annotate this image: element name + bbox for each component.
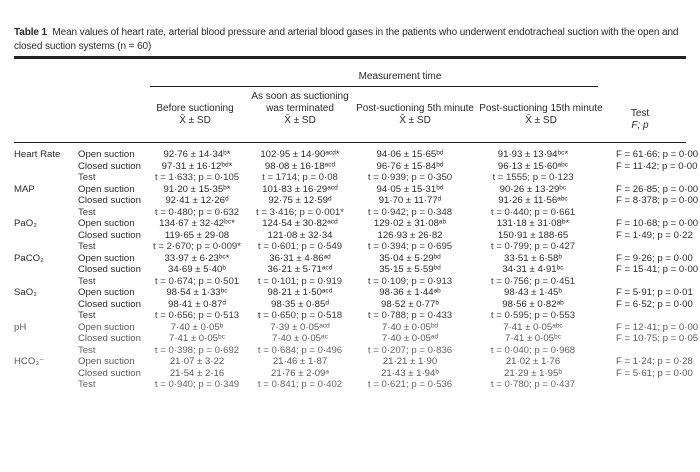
cell-before: 34·69 ± 5·40ᵇ xyxy=(168,264,226,275)
cell-test: F = 12·41; p = 0·00 xyxy=(616,321,699,333)
header-before-line1: Before suctioning xyxy=(156,103,234,114)
cell-system: Open suction xyxy=(78,149,135,160)
cell-system: Closed suction xyxy=(78,264,141,275)
cell-system: Closed suction xyxy=(78,160,141,172)
cell-post15: 98·56 ± 0·82ᵃᵇ xyxy=(502,298,564,310)
cell-post5: 7·40 ± 0·05ᵃᵈ xyxy=(381,333,439,344)
cell-post5: t = 0·942; p = 0·348 xyxy=(367,206,453,218)
cell-post5: 98·52 ± 0·77ᵇ xyxy=(381,298,439,310)
cell-post5: 21·21 ± 1·90 xyxy=(382,356,438,367)
cell-post5: 126·93 ± 26·82 xyxy=(377,229,443,241)
cell-post5: t = 0·109; p = 0·913 xyxy=(367,275,453,287)
cell-before: 91·20 ± 15·35ᵇ* xyxy=(163,183,231,195)
cell-after-termination: 92·75 ± 12·59ᵈ xyxy=(268,195,332,206)
cell-post15: t = 0·440; p = 0·661 xyxy=(490,206,576,218)
cell-post5: 7·40 ± 0·05ᵇᵈ xyxy=(381,321,439,333)
cell-system: Test xyxy=(78,275,96,287)
cell-before: 119·65 ± 29·08 xyxy=(164,229,230,241)
cell-before: t = 0·480; p = 0·632 xyxy=(154,206,240,218)
cell-variable: Heart Rate xyxy=(14,149,61,160)
cell-post15: 90·26 ± 13·29ᵇᶜ xyxy=(499,183,567,195)
cell-after-termination: t = 3·416; p = 0·001* xyxy=(255,206,344,218)
group-rule xyxy=(150,86,598,87)
cell-system: Closed suction xyxy=(78,195,141,206)
cell-system: Test xyxy=(78,344,96,356)
cell-variable: PaO₂ xyxy=(14,218,37,229)
cell-post15: t = 1555; p = 0·123 xyxy=(492,172,574,183)
cell-test: F = 10·68; p = 0·00 xyxy=(616,218,699,229)
cell-post15: 96·13 ± 15·60ᵃᵇᶜ xyxy=(497,160,569,172)
header-measurement-time: Measurement time xyxy=(358,71,442,82)
cell-before: t = 0·674; p = 0·501 xyxy=(154,275,240,287)
header-after-line2: was terminated xyxy=(266,103,334,114)
cell-after-termination: 98·35 ± 0·85ᵈ xyxy=(271,298,329,310)
cell-after-termination: t = 0·841; p = 0·402 xyxy=(257,379,343,390)
cell-after-termination: 101·83 ± 16·29ᵃᶜᵈ xyxy=(262,183,338,195)
cell-before: 21·07 ± 3·22 xyxy=(169,356,225,367)
cell-test: F = 8·378; p = 0·00 xyxy=(616,195,699,206)
header-post15 xyxy=(476,103,606,127)
header-post15-line2: X̄ ± SD xyxy=(525,115,557,126)
header-post5 xyxy=(355,103,475,127)
table-caption xyxy=(14,26,686,54)
cell-system: Open suction xyxy=(78,287,135,298)
cell-post15: 98·43 ± 1·45ᵇ xyxy=(504,287,562,298)
cell-system: Closed suction xyxy=(78,367,141,379)
cell-variable: HCO₃⁻ xyxy=(14,356,45,367)
cell-before: t = 0·656; p = 0·513 xyxy=(154,310,240,321)
cell-post15: 34·31 ± 4·91ᵇᶜ xyxy=(502,264,564,275)
header-test xyxy=(610,108,670,132)
cell-before: 21·54 ± 2·16 xyxy=(169,367,225,379)
cell-after-termination: 7·40 ± 0·05ᵃᶜ xyxy=(272,333,328,344)
header-after-line3: X̄ ± SD xyxy=(284,115,316,126)
cell-before: t = 0·398; p = 0·692 xyxy=(154,344,240,356)
cell-before: t = 2·670; p = 0·009* xyxy=(152,241,241,252)
cell-post15: t = 0·595; p = 0·553 xyxy=(490,310,576,321)
cell-test: F = 15·41; p = 0·00 xyxy=(616,264,699,275)
cell-post15: 21·29 ± 1·95ᵇ xyxy=(504,367,562,379)
header-rule xyxy=(14,142,686,143)
cell-before: 7·41 ± 0·05ᵇᶜ xyxy=(168,333,226,344)
cell-post5: 94·06 ± 15·65ᵇᵈ xyxy=(376,149,444,160)
cell-test: F = 11·42; p = 0·00 xyxy=(616,160,698,172)
header-after xyxy=(245,91,355,127)
cell-post15: 131·18 ± 31·08ᵇ* xyxy=(496,218,570,229)
cell-system: Closed suction xyxy=(78,229,141,241)
top-rule xyxy=(14,56,686,59)
cell-post5: t = 0·394; p = 0·695 xyxy=(367,241,453,252)
cell-after-termination: 7·39 ± 0·05ᵃᶜᵈ xyxy=(270,321,330,333)
cell-after-termination: t = 0·650; p = 0·518 xyxy=(257,310,343,321)
cell-before: 98·54 ± 1·33ᵇᶜ xyxy=(166,287,228,298)
cell-system: Open suction xyxy=(78,183,135,195)
cell-post15: 7·41 ± 0·05ᵇᶜ xyxy=(504,333,562,344)
cell-system: Open suction xyxy=(78,252,135,264)
cell-after-termination: t = 1714; p = 0·08 xyxy=(262,172,338,183)
cell-post15: 21·02 ± 1·76 xyxy=(505,356,561,367)
cell-test: F = 5·91; p = 0·01 xyxy=(616,287,693,298)
cell-system: Test xyxy=(78,172,96,183)
cell-after-termination: 121·08 ± 32·34 xyxy=(267,229,333,241)
cell-after-termination: 124·54 ± 30·82ᵃᶜᵈ xyxy=(262,218,338,229)
cell-post5: 94·05 ± 15·31ᵇᵈ xyxy=(376,183,444,195)
cell-test: F = 10·75; p = 0·05 xyxy=(616,333,699,344)
cell-before: t = 1·633; p = 0·105 xyxy=(154,172,240,183)
cell-post5: 98·36 ± 1·44ᵃᵇ xyxy=(379,287,441,298)
cell-variable: pH xyxy=(14,321,27,333)
header-before xyxy=(140,103,250,127)
cell-test: F = 6·52; p = 0·00 xyxy=(616,298,693,310)
cell-before: 97·31 ± 16·12ᵇᵈ* xyxy=(161,160,233,172)
cell-post5: t = 0·207; p = 0·836 xyxy=(367,344,453,356)
header-test-line1: Test xyxy=(630,108,650,119)
cell-post15: 150·91 ± 188·65 xyxy=(497,229,569,241)
cell-test: F = 5·61; p = 0·00 xyxy=(616,367,693,379)
cell-system: Test xyxy=(78,206,96,218)
cell-test: F = 1·24; p = 0·28 xyxy=(616,356,693,367)
cell-post5: 35·15 ± 5·59ᵇᵈ xyxy=(379,264,441,275)
cell-post15: t = 0·756; p = 0·451 xyxy=(490,275,576,287)
header-before-line2: X̄ ± SD xyxy=(179,115,211,126)
cell-post5: t = 0·939; p = 0·350 xyxy=(367,172,453,183)
cell-post5: 35·04 ± 5·29ᵇᵈ xyxy=(379,252,441,264)
cell-after-termination: 21·46 ± 1·87 xyxy=(272,356,328,367)
cell-system: Open suction xyxy=(78,321,135,333)
cell-before: 92·41 ± 12·26ᵈ xyxy=(165,195,229,206)
cell-system: Open suction xyxy=(78,218,135,229)
cell-system: Test xyxy=(78,310,96,321)
cell-system: Test xyxy=(78,241,96,252)
cell-before: 7·40 ± 0·05ᵇ xyxy=(170,321,224,333)
header-post5-line2: X̄ ± SD xyxy=(399,115,431,126)
cell-test: F = 61·66; p = 0·00 xyxy=(616,149,699,160)
cell-post15: t = 0·780; p = 0·437 xyxy=(490,379,576,390)
cell-post5: 96·76 ± 15·84ᵇᵈ xyxy=(376,160,444,172)
cell-post5: t = 0·788; p = 0·433 xyxy=(367,310,453,321)
cell-post15: t = 0·799; p = 0·427 xyxy=(490,241,576,252)
cell-before: 134·67 ± 32·42ᵇᶜ* xyxy=(159,218,235,229)
cell-after-termination: 98·21 ± 1·50ᵃᶜᵈ xyxy=(267,287,333,298)
cell-test: F = 1·49; p = 0·22 xyxy=(616,229,693,241)
cell-after-termination: t = 0·684; p = 0·496 xyxy=(257,344,343,356)
cell-after-termination: t = 0·601; p = 0·549 xyxy=(257,241,343,252)
header-after-line1: As soon as suctioning xyxy=(251,91,349,102)
cell-variable: SaO₂ xyxy=(14,287,37,298)
cell-post5: 21·43 ± 1·94ᵇ xyxy=(381,367,439,379)
table-label: Table 1 xyxy=(14,27,48,38)
cell-post5: t = 0·621; p = 0·536 xyxy=(367,379,453,390)
header-post5-line1: Post-suctioning 5th minute xyxy=(356,103,474,114)
cell-after-termination: t = 0·101; p = 0·919 xyxy=(257,275,343,287)
cell-after-termination: 36·31 ± 4·86ᵃᵈ xyxy=(269,252,331,264)
cell-system: Closed suction xyxy=(78,298,141,310)
cell-before: 98·41 ± 0·87ᵈ xyxy=(168,298,226,310)
cell-after-termination: 102·95 ± 14·90ᵃᶜᵈ* xyxy=(260,149,340,160)
cell-after-termination: 98·08 ± 16·18ᵃᶜᵈ xyxy=(264,160,336,172)
cell-after-termination: 36·21 ± 5·71ᵃᶜᵈ xyxy=(267,264,333,275)
cell-before: 92·76 ± 14·34ᵇ* xyxy=(163,149,231,160)
cell-post15: 7·41 ± 0·05ᵃᵇᶜ xyxy=(503,321,563,333)
cell-post15: 91·93 ± 13·94ᵇᶜ* xyxy=(497,149,569,160)
cell-variable: MAP xyxy=(14,183,35,195)
caption-text: Mean values of heart rate, arterial blood pressure and arterial blood gases in the patients who underwent endotracheal suction with the open and closed suction systems (n = 60) xyxy=(14,27,679,52)
cell-after-termination: 21·76 ± 2·09ᵃ xyxy=(271,367,329,379)
cell-post15: 91·26 ± 11·56ᵃᵇᶜ xyxy=(498,195,568,206)
cell-variable: PaCO₂ xyxy=(14,252,44,264)
header-post15-line1: Post-suctioning 15th minute xyxy=(479,103,603,114)
cell-system: Test xyxy=(78,379,96,390)
cell-system: Open suction xyxy=(78,356,135,367)
cell-post15: 33·51 ± 6·58ᵇ xyxy=(504,252,562,264)
cell-before: t = 0·940; p = 0·349 xyxy=(154,379,240,390)
cell-test: F = 26·85; p = 0·00 xyxy=(616,183,699,195)
cell-post15: t = 0·040; p = 0·968 xyxy=(490,344,576,356)
cell-post5: 91·70 ± 11·77ᵈ xyxy=(378,195,442,206)
cell-test: F = 9·26; p = 0·00 xyxy=(616,252,693,264)
cell-system: Closed suction xyxy=(78,333,141,344)
cell-before: 33·97 ± 6·23ᵇᶜ* xyxy=(164,252,230,264)
cell-post5: 129·02 ± 31·08ᵃᵇ xyxy=(373,218,447,229)
header-test-line2: F; p xyxy=(631,120,649,131)
